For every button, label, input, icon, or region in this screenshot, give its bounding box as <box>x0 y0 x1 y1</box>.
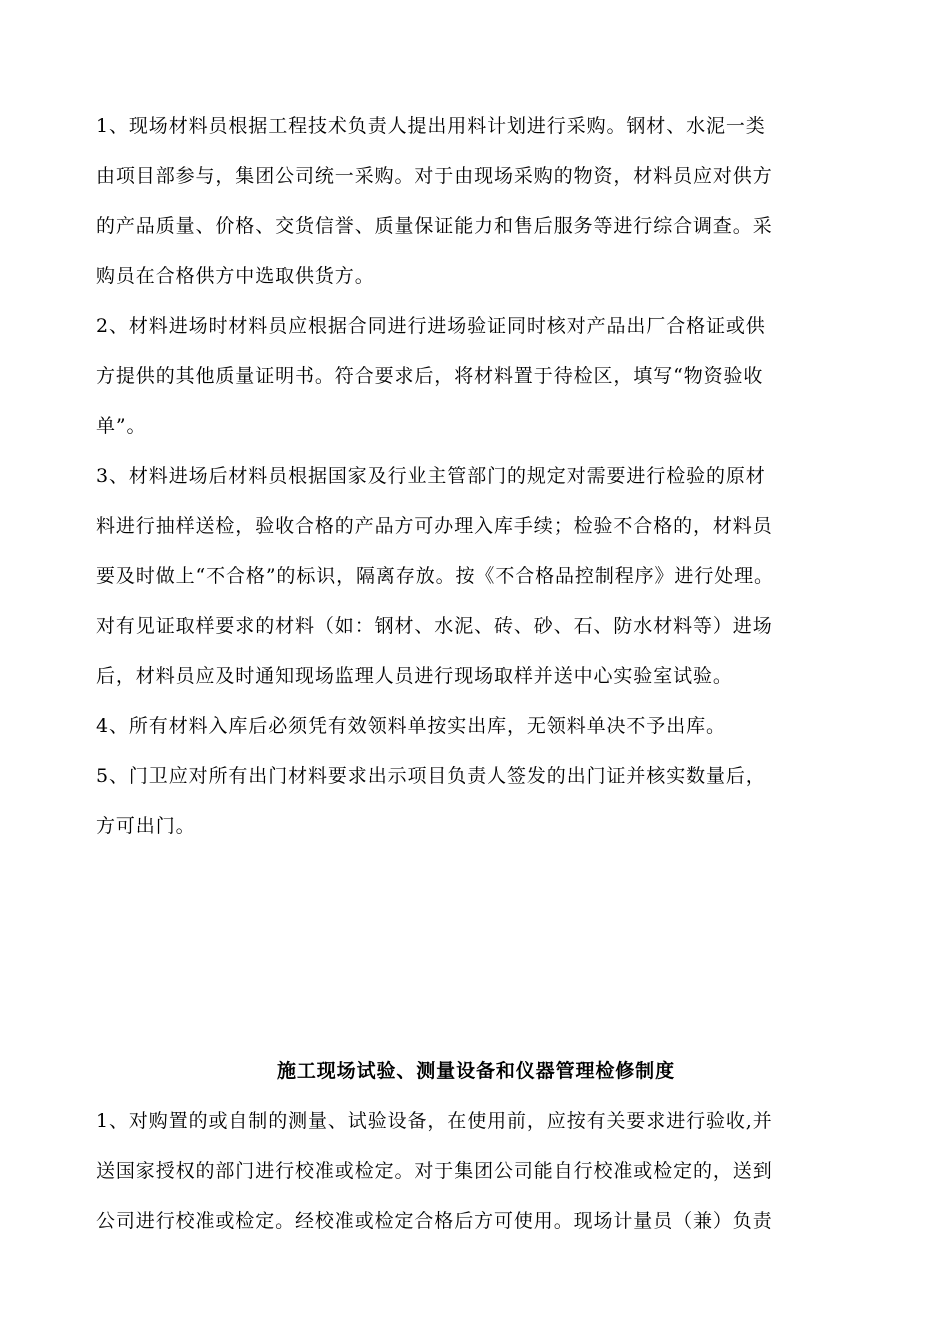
paragraph-line: 料进行抽样送检，验收合格的产品方可办理入库手续；检验不合格的，材料员 <box>96 515 773 537</box>
paragraph-line: 的产品质量、价格、交货信誉、质量保证能力和售后服务等进行综合调查。采 <box>96 215 773 237</box>
paragraph-line: 公司进行校准或检定。经校准或检定合格后方可使用。现场计量员（兼）负责 <box>96 1210 773 1232</box>
paragraph-line: 购员在合格供方中选取供货方。 <box>96 265 375 287</box>
paragraph-line: 5、门卫应对所有出门材料要求出示项目负责人签发的出门证并核实数量后， <box>96 765 766 787</box>
paragraph-line: 3、材料进场后材料员根据国家及行业主管部门的规定对需要进行检验的原材 <box>96 465 766 487</box>
paragraph-line: 对有见证取样要求的材料（如：钢材、水泥、砖、砂、石、防水材料等）进场 <box>96 615 773 637</box>
paragraph-line: 要及时做上“不合格”的标识，隔离存放。按《不合格品控制程序》进行处理。 <box>96 565 774 587</box>
paragraph-line: 单”。 <box>96 415 147 437</box>
paragraph-line: 4、所有材料入库后必须凭有效领料单按实出库，无领料单决不予出库。 <box>96 715 726 737</box>
paragraph-line: 2、材料进场时材料员应根据合同进行进场验证同时核对产品出厂合格证或供 <box>96 315 766 337</box>
paragraph-line: 方可出门。 <box>96 815 196 837</box>
paragraph-line: 1、对购置的或自制的测量、试验设备，在使用前，应按有关要求进行验收,并 <box>96 1110 773 1132</box>
paragraph-line: 1、现场材料员根据工程技术负责人提出用料计划进行采购。钢材、水泥一类 <box>96 115 766 137</box>
section-title: 施工现场试验、测量设备和仪器管理检修制度 <box>276 1060 675 1082</box>
paragraph-line: 后，材料员应及时通知现场监理人员进行现场取样并送中心实验室试验。 <box>96 665 733 687</box>
paragraph-line: 方提供的其他质量证明书。符合要求后，将材料置于待检区，填写“物资验收 <box>96 365 764 387</box>
paragraph-line: 由项目部参与，集团公司统一采购。对于由现场采购的物资，材料员应对供方 <box>96 165 773 187</box>
paragraph-line: 送国家授权的部门进行校准或检定。对于集团公司能自行校准或检定的，送到 <box>96 1160 773 1182</box>
